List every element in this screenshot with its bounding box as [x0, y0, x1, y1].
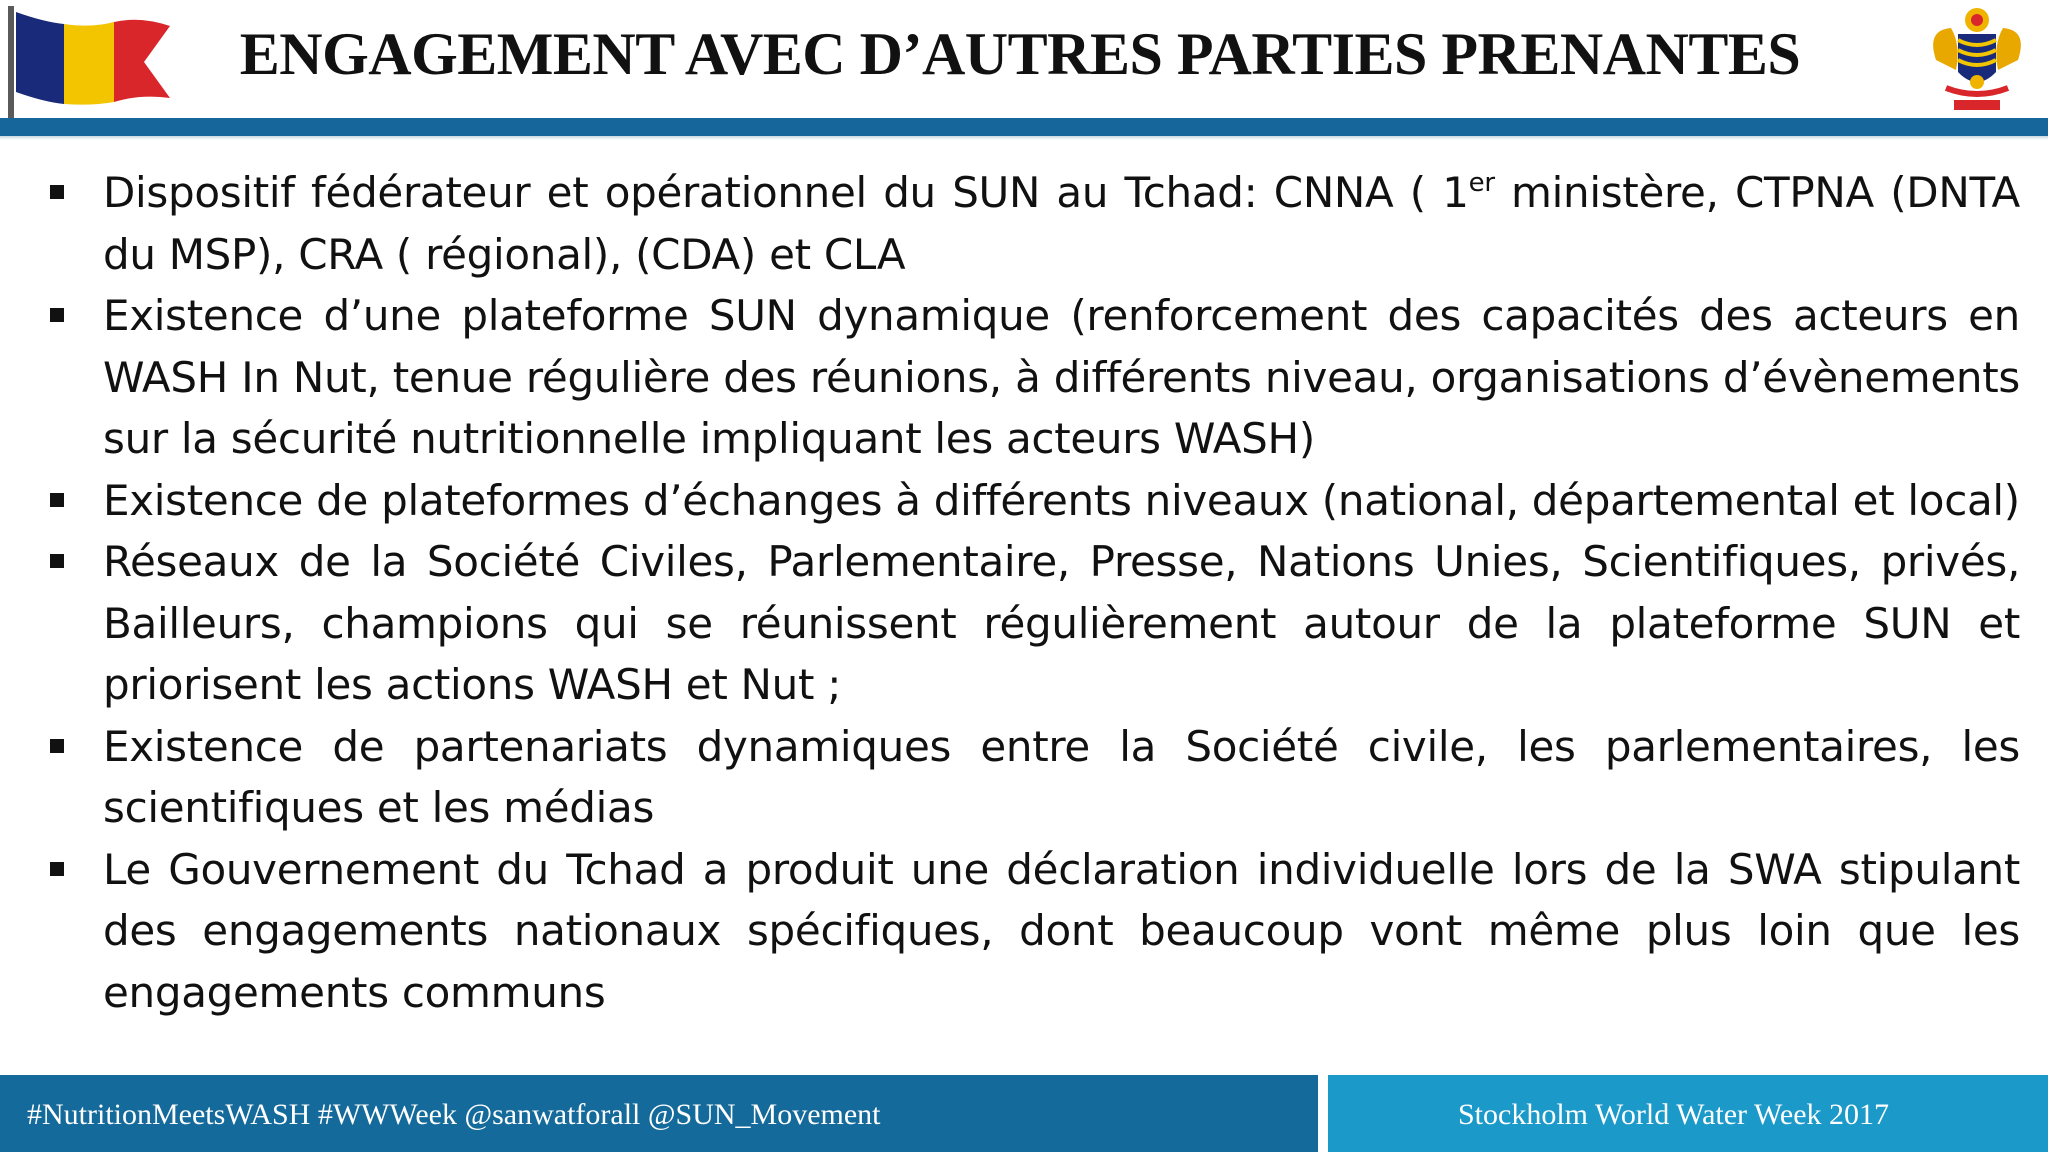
bullet-item — [40, 470, 2020, 532]
slide-header — [0, 0, 2048, 120]
bullet-text: Le Gouvernement du Tchad a produit une déclaration individuelle lors de la SWA stipulant des engagements nationaux spécifiques, dont beaucoup vont même plus loin que les engagements communs — [103, 844, 2020, 1017]
square-bullet-icon — [50, 739, 64, 753]
superscript: er — [1468, 168, 1495, 198]
square-bullet-icon — [50, 308, 64, 322]
square-bullet-icon — [50, 493, 64, 507]
bullet-text: Existence de plateformes d’échanges à différents niveaux (national, départemental et local) — [103, 475, 2020, 525]
chad-flag-icon — [4, 6, 184, 118]
header-divider-shadow — [0, 136, 2048, 140]
page-title: ENGAGEMENT AVEC D’AUTRES PARTIES PRENANTES — [239, 21, 1801, 87]
bullet-item — [40, 839, 2020, 1024]
square-bullet-icon — [50, 862, 64, 876]
footer-event-name: Stockholm World Water Week 2017 — [1458, 1098, 1890, 1131]
bullet-item — [40, 162, 2020, 285]
bullet-text: Existence d’une plateforme SUN dynamique (renforcement des capacités des acteurs en WASH In Nut, tenue régulière des réunions, à différents niveau, organisations d’évènements sur la sécurité nutritionnelle impliquant les acteurs WASH) — [103, 291, 2020, 463]
bullet-item — [40, 531, 2020, 716]
bullet-text: Réseaux de la Société Civiles, Parlementaire, Presse, Nations Unies, Scientifiques, privés, Bailleurs, champions qui se réunissent régulièrement autour de la plateforme SUN et priorisent les actions WASH et Nut ; — [103, 537, 2020, 709]
square-bullet-icon — [50, 554, 64, 568]
footer-hashtags: #NutritionMeetsWASH #WWWeek @sanwatforall @SUN_Movement — [27, 1098, 881, 1131]
bullet-text: Dispositif fédérateur et opérationnel du SUN au Tchad: CNNA ( 1 — [103, 168, 1469, 217]
bullet-text: Existence de partenariats dynamiques entre la Société civile, les parlementaires, les scientifiques et les médias — [103, 721, 2020, 832]
header-divider — [0, 118, 2048, 136]
square-bullet-icon — [50, 185, 64, 199]
bullet-item — [40, 285, 2020, 470]
bullet-item — [40, 716, 2020, 839]
slide-content — [40, 162, 2020, 1023]
footer-hashtags-bar — [0, 1075, 1318, 1152]
footer-divider — [1318, 1075, 1328, 1152]
footer-event-bar — [1328, 1075, 2048, 1152]
bullet-list — [40, 162, 2020, 1023]
bullet-text: ministère, CTPNA (DNTA du MSP), CRA ( régional), (CDA) et CLA — [103, 168, 2020, 279]
chad-coat-of-arms-icon — [1906, 0, 2048, 116]
